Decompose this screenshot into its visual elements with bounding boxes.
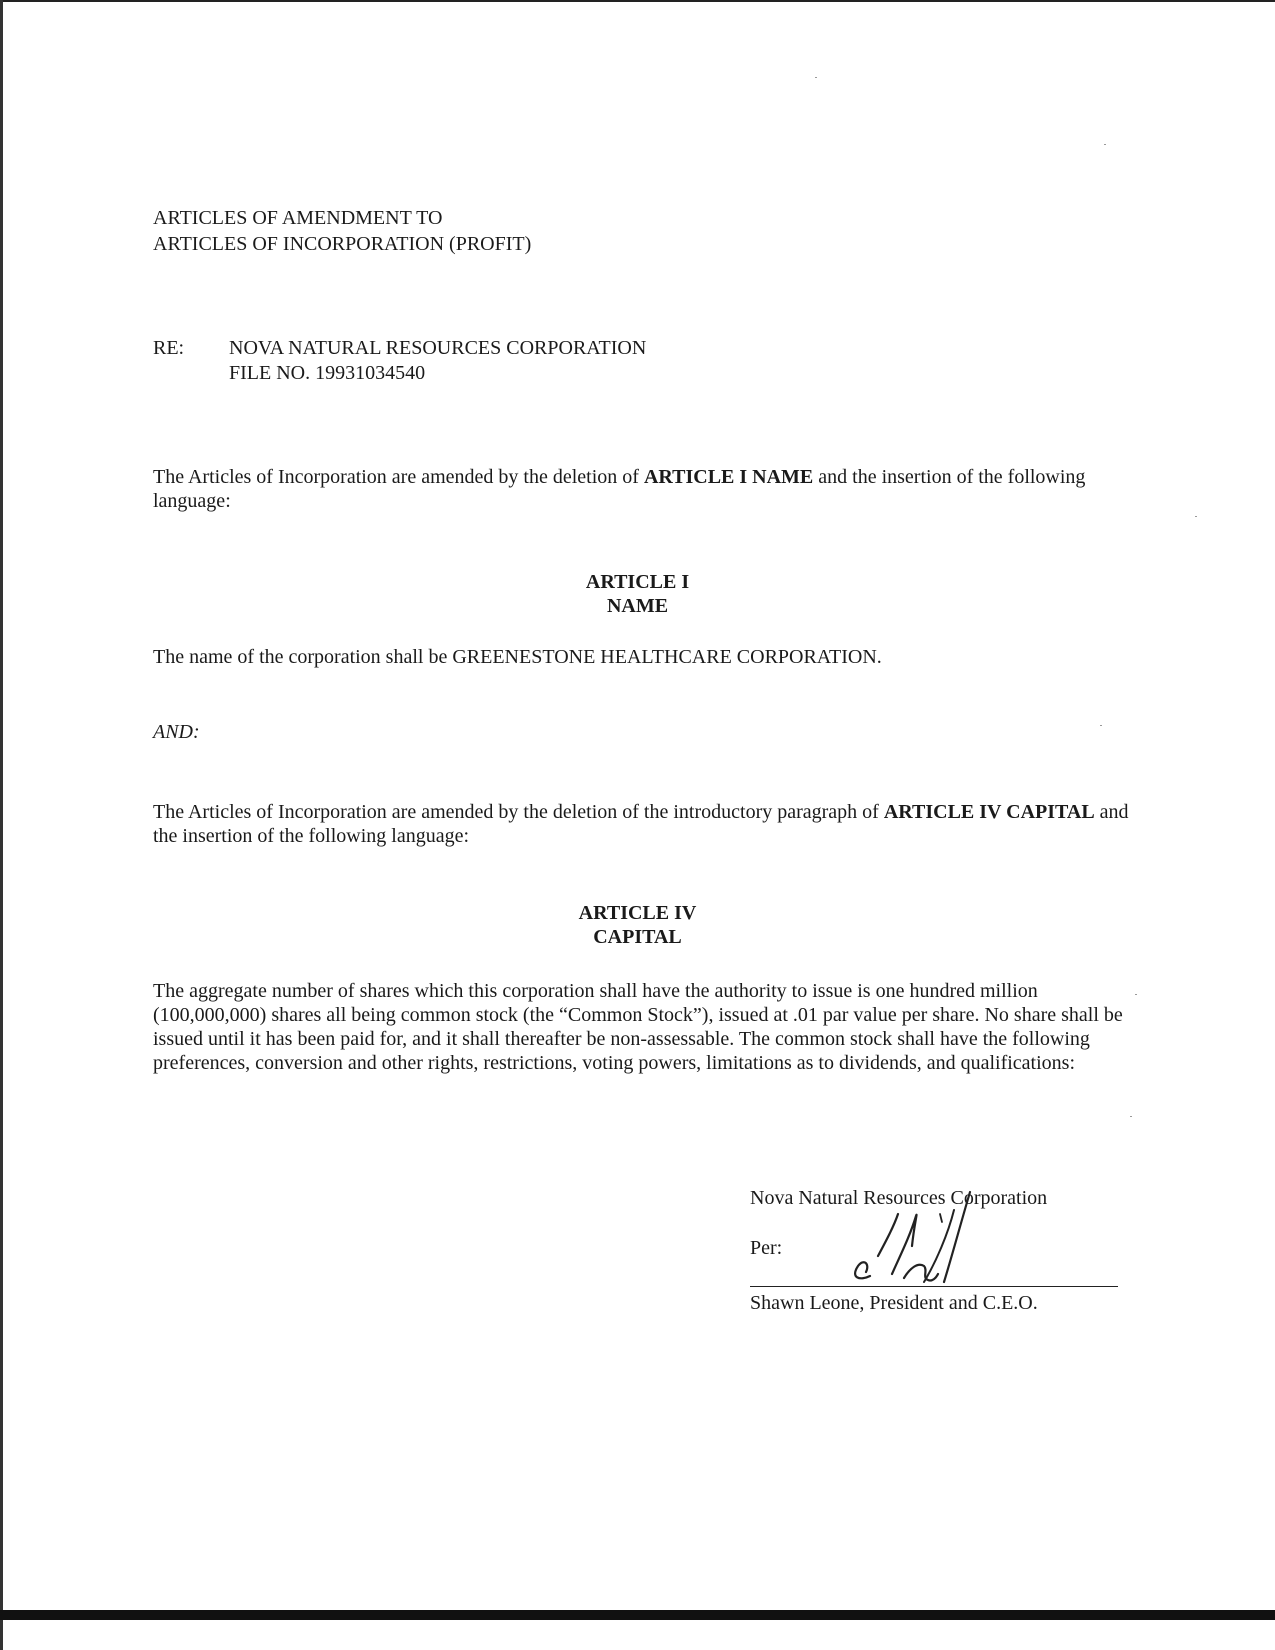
signature-line bbox=[750, 1286, 1118, 1287]
signer-name-title: Shawn Leone, President and C.E.O. bbox=[750, 1292, 1038, 1314]
signature-per-label: Per: bbox=[750, 1237, 783, 1259]
amendment-1-bold: ARTICLE I NAME bbox=[643, 466, 814, 488]
re-company-name: NOVA NATURAL RESOURCES CORPORATION bbox=[229, 337, 647, 359]
scan-speck bbox=[1104, 144, 1106, 145]
scan-top-edge bbox=[0, 0, 1275, 2]
scan-speck bbox=[815, 77, 817, 78]
scan-speck bbox=[1135, 994, 1137, 995]
re-file-number: FILE NO. 19931034540 bbox=[229, 362, 426, 384]
amendment-1-text-after: and the insertion of the following language: bbox=[153, 466, 1086, 512]
document-title-line-2: ARTICLES OF INCORPORATION (PROFIT) bbox=[153, 233, 532, 255]
signature-company: Nova Natural Resources Corporation bbox=[750, 1187, 1048, 1209]
amendment-1-paragraph bbox=[153, 465, 1113, 513]
scan-bottom-band bbox=[0, 1610, 1275, 1620]
scan-speck bbox=[1195, 516, 1197, 517]
handwritten-signature-icon bbox=[820, 1186, 1000, 1296]
article-1-body: The name of the corporation shall be GREENESTONE HEALTHCARE CORPORATION. bbox=[153, 646, 882, 668]
document-title-line-1: ARTICLES OF AMENDMENT TO bbox=[153, 207, 443, 229]
article-4-body: The aggregate number of shares which this corporation shall have the authority to issue is one hundred million (100,000,000) shares all being common stock (the “Common Stock”), issued at .01 par value per share. No share shall be issued until it has been paid for, and it shall thereafter be non-assessable. The common stock shall have the following preferences, conversion and other rights, restrictions, voting powers, limitations as to dividends, and qualifications: bbox=[153, 980, 1123, 1074]
amendment-2-bold: ARTICLE IV CAPITAL bbox=[883, 801, 1095, 823]
amendment-2-text-before: The Articles of Incorporation are amended by the deletion of the introductory paragraph of bbox=[153, 801, 884, 823]
and-conjunction: AND: bbox=[153, 721, 200, 743]
re-label: RE: bbox=[153, 337, 185, 359]
article-4-heading: ARTICLE IV bbox=[578, 902, 697, 924]
scan-left-edge bbox=[0, 0, 3, 1650]
amendment-1-text-before: The Articles of Incorporation are amended by the deletion of bbox=[153, 466, 644, 488]
article-4-subheading: CAPITAL bbox=[593, 926, 682, 948]
article-1-heading: ARTICLE I bbox=[585, 571, 690, 593]
scan-speck bbox=[1130, 1116, 1132, 1117]
scan-speck bbox=[1100, 725, 1102, 726]
article-1-subheading: NAME bbox=[606, 595, 669, 617]
amendment-2-text-after: and the insertion of the following language: bbox=[153, 801, 1129, 847]
amendment-2-paragraph bbox=[153, 800, 1143, 848]
